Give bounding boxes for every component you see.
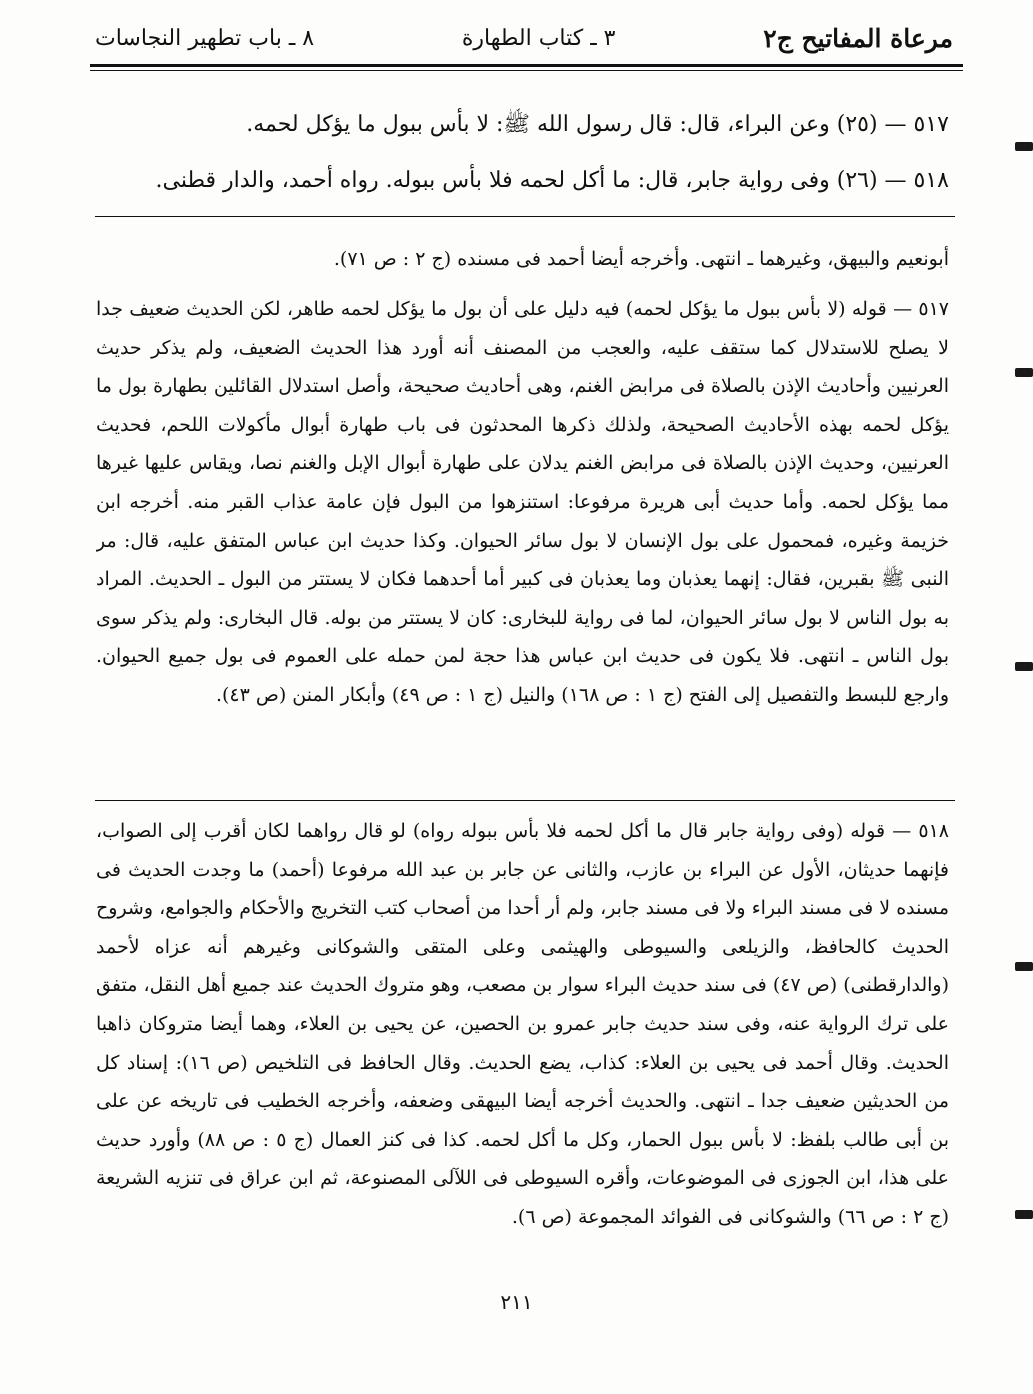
commentary-517 <box>96 290 949 795</box>
header-bab: ٨ ـ باب تطهير النجاسات <box>95 25 315 51</box>
commentary-517-text: ٥١٧ — قوله (لا بأس ببول ما يؤكل لحمه) فيه دليل على أن بول ما يؤكل لحمه طاهر، لكن الحديث ضعيف جدا لا يصلح للاستدلال كما ستقف عليه، والعجب من المصنف أنه أورد هذا الحديث الضعيف، ولم يذكر حديث العرنيين وأحاديث الإذن بالصلاة فى مرابض الغنم، وهى أحاديث صحيحة، وأصل استدلال القائلين بطهارة بول ما يؤكل لحمه بهذه الأحاديث الصحيحة، ولذلك ذكرها المحدثون فى باب طهارة أبوال مأكولات اللحم، فحديث العرنيين، وحديث الإذن بالصلاة فى مرابض الغنم يدلان على طهارة أبوال الإبل والغنم نصا، ويقاس عليها غيرها مما يؤكل لحمه. وأما حديث أبى هريرة مرفوعا: استنزهوا من البول فإن عامة عذاب القبر منه. أخرجه ابن خزيمة وغيره، فمحمول على بول الإنسان لا بول سائر الحيوان. وكذا حديث ابن عباس المتفق عليه، قال: مر النبى ﷺ بقبرين، فقال: إنهما يعذبان وما يعذبان فى كبير أما أحدهما فكان لا يستتر من البول ـ الحديث. المراد به بول الناس لا بول سائر الحيوان، لما فى رواية للبخارى: كان لا يستتر من بوله. قال البخارى: ولم يذكر سوى بول الناس ـ انتهى. فلا يكون فى حديث ابن عباس هذا حجة لمن حمله على العموم فى بول جميع الحيوان. وارجع للبسط والتفصيل إلى الفتح (ج ١ : ص ١٦٨) والنيل (ج ١ : ص ٤٩) وأبكار المنن (ص ٤٣). <box>96 298 949 706</box>
header-book-title: مرعاة المفاتيح ج٢ <box>763 23 953 53</box>
text-commentary-separator <box>95 216 955 217</box>
margin-mark <box>1015 1210 1033 1219</box>
hadith-518: ٥١٨ — (٢٦) وفى رواية جابر، قال: ما أكل لحمه فلا بأس ببوله. رواه أحمد، والدار قطنى. <box>155 168 949 193</box>
running-header <box>95 18 953 58</box>
commentary-518 <box>96 812 949 1282</box>
commentary-intro <box>96 240 949 279</box>
header-rule-thick <box>90 64 963 67</box>
header-kitab: ٣ ـ كتاب الطهارة <box>461 25 616 51</box>
paragraph-separator <box>95 800 955 801</box>
commentary-intro-text: أبونعيم والبيهق، وغيرهما ـ انتهى. وأخرجه أيضا أحمد فى مسنده (ج ٢ : ص ٧١). <box>333 248 949 270</box>
margin-mark <box>1015 368 1033 377</box>
margin-mark <box>1015 962 1033 971</box>
commentary-518-text: ٥١٨ — قوله (وفى رواية جابر قال ما أكل لحمه فلا بأس ببوله رواه) لو قال رواهما لكان أقرب إلى الصواب، فإنهما حديثان، الأول عن البراء بن عازب، والثانى عن جابر بن عبد الله مرفوعا (أحمد) ما وجدت الحديث فى مسنده لا فى مسند البراء ولا فى مسند جابر، ولم أر أحدا من أصحاب كتب التخريج والأحكام والجوامع، وشروح الحديث كالحافظ، والزيلعى والسيوطى والهيثمى وعلى المتقى والشوكانى وغيرهم أنه عزاه لأحمد (والدارقطنى) (ص ٤٧) فى سند حديث البراء سوار بن مصعب، وهو متروك الحديث عند جميع أهل النقل، متفق على ترك الرواية عنه، وفى سند حديث جابر عمرو بن الحصين، عن يحيى بن العلاء، وهما أيضا متروكان ذاهبا الحديث. وقال أحمد فى يحيى بن العلاء: كذاب، يضع الحديث. وقال الحافظ فى التلخيص (ص ١٦): إسناد كل من الحديثين ضعيف جدا ـ انتهى. والحديث أخرجه أيضا البيهقى وضعفه، وأخرجه الخطيب فى تاريخه عن على بن أبى طالب بلفظ: لا بأس ببول الحمار، وكل ما أكل لحمه. كذا فى كنز العمال (ج ٥ : ص ٨٨) وأورد حديث على هذا، ابن الجوزى فى الموضوعات، وأقره السيوطى فى اللآلى المصنوعة، ثم ابن عراق فى تنزيه الشريعة (ج ٢ : ص ٦٦) والشوكانى فى الفوائد المجموعة (ص ٦). <box>96 820 949 1228</box>
margin-mark <box>1015 662 1033 671</box>
page-number: ٢١١ <box>500 1290 533 1314</box>
margin-mark <box>1015 142 1033 151</box>
hadith-517: ٥١٧ — (٢٥) وعن البراء، قال: قال رسول الله ﷺ: لا بأس ببول ما يؤكل لحمه. <box>246 112 949 137</box>
header-rule-thin <box>90 70 963 71</box>
